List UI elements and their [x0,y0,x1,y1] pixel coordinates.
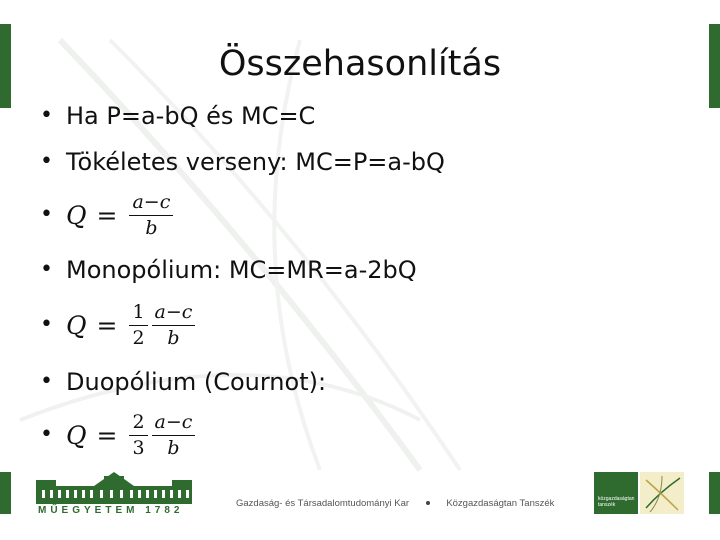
bullet-item [40,192,175,239]
bullet-text: Ha P=a-bQ és MC=C [66,102,316,130]
bullet-item [40,256,417,284]
fraction-denominator: b [145,216,158,239]
bullet-glyph: • [40,312,53,338]
coefficient-fraction [129,302,147,349]
fraction-denominator: b [167,436,180,459]
fraction [129,192,173,239]
fraction [152,412,196,459]
footer-caption [236,498,554,509]
formula-perfect-competition [66,192,175,239]
university-building-logo [34,470,194,506]
bottom-left-accent-bar [0,472,11,514]
coefficient-denominator: 2 [132,326,145,349]
department-mark-icon [640,472,684,514]
formula-duopoly [66,412,197,459]
bullet-glyph: • [40,257,53,282]
bullet-glyph: • [40,369,53,394]
bullet-item [40,148,445,176]
bullet-glyph: • [40,103,53,128]
bottom-right-accent-bar [709,472,720,514]
department-logo [594,472,638,514]
bullet-glyph: • [40,149,53,174]
coefficient-denominator: 3 [132,436,145,459]
department-logo-text: közgazdaságtan tanszék [598,496,635,508]
bullet-text: Tökéletes verseny: MC=P=a-bQ [66,148,445,176]
bullet-item [40,302,197,349]
formula-lhs: Q [66,420,87,450]
formula-lhs: Q [66,200,87,230]
coefficient-fraction [129,412,147,459]
faculty-name: Gazdaság- és Társadalomtudományi Kar [236,498,410,509]
fraction [152,302,196,349]
fraction-numerator: a−c [152,302,196,326]
footer-separator [426,501,430,505]
fraction-numerator: a−c [152,412,196,436]
fraction-denominator: b [167,326,180,349]
fraction-numerator: a−c [129,192,173,216]
bullet-item [40,102,315,130]
bullet-item [40,368,326,396]
department-name: Közgazdaságtan Tanszék [446,498,555,509]
bullet-glyph: • [40,422,53,448]
slide-title: Összehasonlítás [218,44,502,84]
formula-lhs: Q [66,310,87,340]
formula-equals: = [96,310,118,340]
bullet-item [40,412,197,459]
formula-equals: = [96,420,118,450]
coefficient-numerator: 2 [129,412,147,436]
coefficient-numerator: 1 [129,302,147,326]
bullet-glyph: • [40,202,53,228]
bullet-text: Duopólium (Cournot): [66,368,327,396]
formula-equals: = [96,200,118,230]
formula-monopoly [66,302,197,349]
university-name: MŰEGYETEM 1782 [38,505,184,516]
bullet-text: Monopólium: MC=MR=a-2bQ [66,256,417,284]
